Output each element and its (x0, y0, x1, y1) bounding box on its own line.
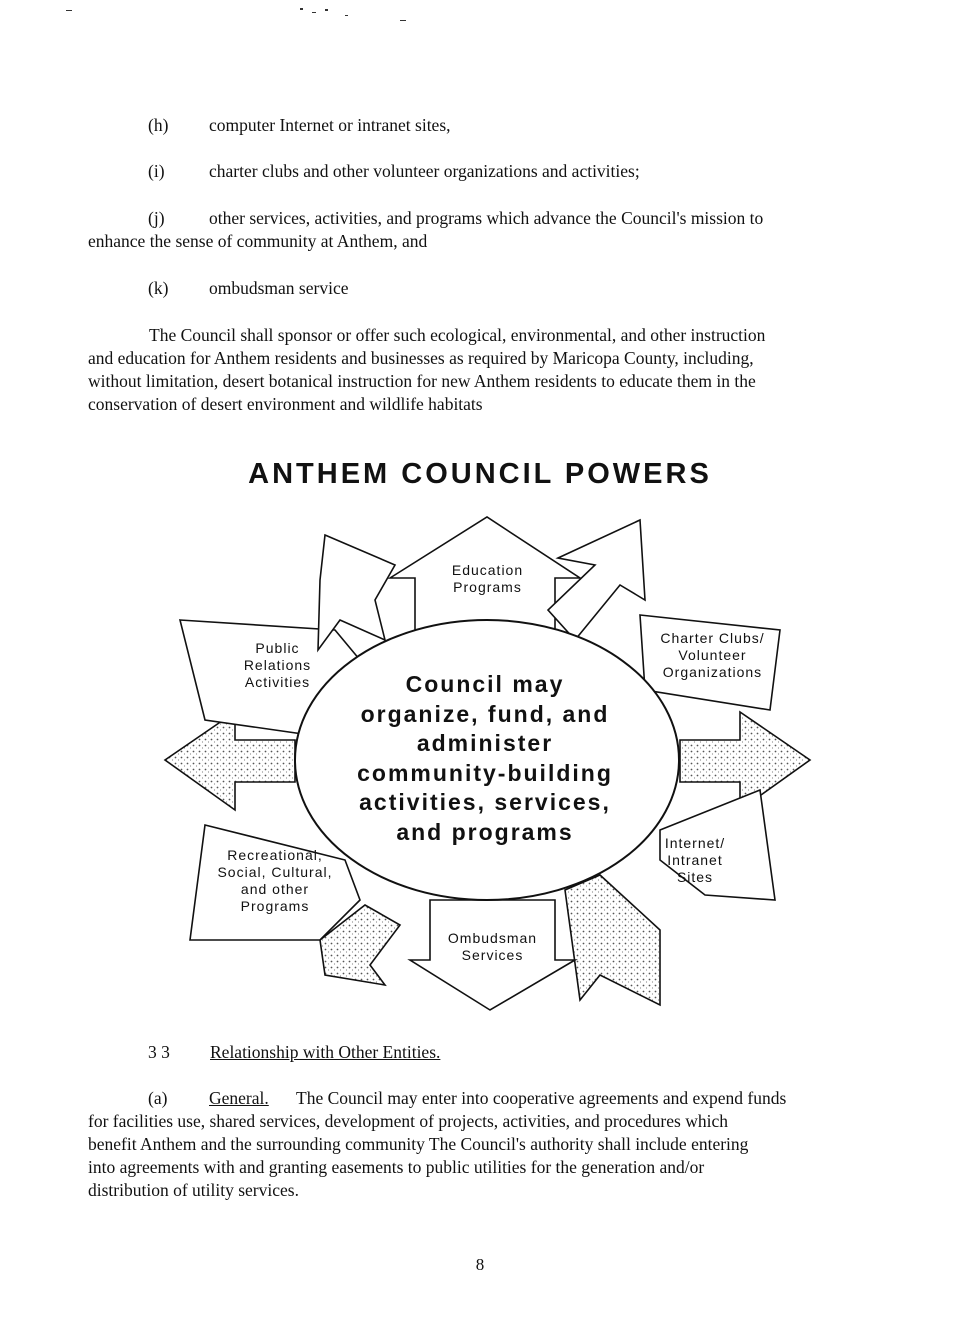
label-ombudsman: Ombudsman Services (447, 930, 538, 963)
charter-arrow (548, 520, 645, 640)
list-label: (j) (148, 208, 165, 228)
bottom-right-arrow (565, 875, 660, 1005)
paragraph-line: for facilities use, shared services, development of projects, activities, and procedures which (88, 1111, 728, 1131)
paragraph-line: distribution of utility services. (88, 1180, 299, 1200)
paragraph-label: (a) (148, 1088, 168, 1108)
diagram-title: ANTHEM COUNCIL POWERS (248, 458, 712, 490)
paragraph-heading: General. (209, 1088, 269, 1108)
paragraph-line: and education for Anthem residents and businesses as required by Maricopa County, including, (88, 348, 754, 368)
label-education: Education Programs (451, 562, 524, 595)
list-text: ombudsman service (209, 278, 349, 298)
top-left-arrow (318, 535, 395, 650)
paragraph-line: into agreements with and granting easements to public utilities for the generation and/or (88, 1157, 705, 1177)
list-text: charter clubs and other volunteer organizations and activities; (209, 161, 640, 181)
list-label: (h) (148, 115, 169, 135)
list-label: (i) (148, 161, 165, 181)
paragraph-line: conservation of desert environment and wildlife habitats (88, 394, 483, 414)
list-text: computer Internet or intranet sites, (209, 115, 451, 135)
paragraph-general (88, 1087, 883, 1202)
section-heading (148, 1041, 848, 1064)
section-title: Relationship with Other Entities. (210, 1042, 441, 1062)
label-internet: Internet/ Intranet Sites (664, 835, 726, 885)
list-text: other services, activities, and programs which advance the Council's mission to (209, 208, 764, 228)
paragraph-line: The Council shall sponsor or offer such ecological, environmental, and other instruction (149, 325, 766, 345)
list-label: (k) (148, 278, 169, 298)
paragraph-line: The Council may enter into cooperative agreements and expend funds (296, 1088, 787, 1108)
center-text: Council may organize, fund, and administer community-building activities, services, and programs (357, 671, 613, 845)
page-number: 8 (475, 1255, 485, 1274)
section-number: 3 3 (148, 1042, 170, 1062)
label-recreational: Recreational, Social, Cultural, and other Programs (217, 847, 333, 914)
list-text: enhance the sense of community at Anthem, and (88, 231, 428, 251)
paragraph-line: without limitation, desert botanical instruction for new Anthem residents to educate them in the (88, 371, 756, 391)
paragraph-line: benefit Anthem and the surrounding community The Council's authority shall include entering (88, 1134, 749, 1154)
label-public-relations: Public Relations Activities (243, 640, 312, 690)
label-charter: Charter Clubs/ Volunteer Organizations (660, 630, 765, 680)
